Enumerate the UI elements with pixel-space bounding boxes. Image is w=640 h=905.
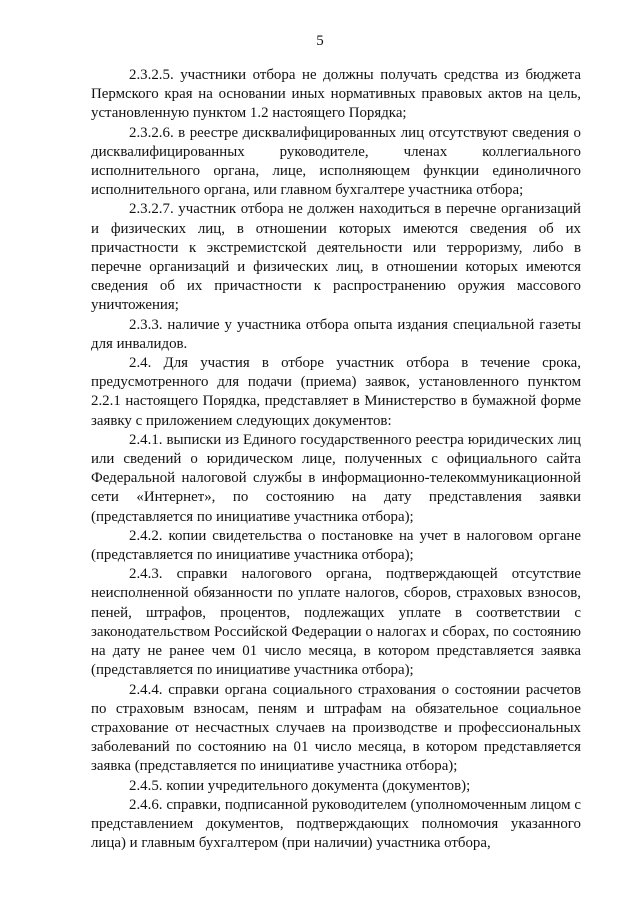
- paragraph-2-3-3: 2.3.3. наличие у участника отбора опыта издания специальной газеты для инвалидов.: [91, 316, 581, 352]
- paragraph-2-4-5: 2.4.5. копии учредительного документа (документов);: [129, 777, 471, 794]
- paragraph-2-3-2-6: 2.3.2.6. в реестре дисквалифицированных лиц отсутствуют сведения о дисквалифицированных руководителе, членах коллегиального исполнительного органа, лице, исполняющем функции единоличного исполнительного органа, или главном бухгалтере участника отбора;: [91, 124, 581, 199]
- paragraph-2-4-6: 2.4.6. справки, подписанной руководителем (уполномоченным лицом с представлением документов, подтверждающих полномочия указанного лица) и главным бухгалтером (при наличии) участника отбора,: [91, 796, 581, 852]
- paragraph-2-4: 2.4. Для участия в отборе участник отбора в течение срока, предусмотренного для подачи (приема) заявок, установленного пунктом 2.2.1 настоящего Порядка, представляет в Министерство в бумажной форме заявку с приложением следующих документов:: [91, 355, 581, 429]
- page-number: 5: [316, 33, 324, 49]
- paragraph-2-4-4: 2.4.4. справки органа социального страхования о состоянии расчетов по страховым взносам, пеням и штрафам на обязательное социальное страхование от несчастных случаев на производстве и профессиональных заболеваний по состоянию на 01 число месяца, в котором представляется заявка (представляется по инициативе участника отбора);: [91, 681, 581, 775]
- document-body: [91, 66, 581, 853]
- paragraph-2-4-2: 2.4.2. копии свидетельства о постановке на учет в налоговом органе (представляется по инициативе участника отбора);: [91, 527, 581, 564]
- paragraph-2-3-2-5: 2.3.2.5. участники отбора не должны получать средства из бюджета Пермского края на основании иных нормативных правовых актов на цель, установленную пунктом 1.2 настоящего Порядка;: [91, 67, 581, 122]
- paragraph-2-4-3: 2.4.3. справки налогового органа, подтверждающей отсутствие неисполненной обязанности по уплате налогов, сборов, страховых взносов, пеней, штрафов, процентов, подлежащих уплате в соответствии с законодательством Российской Федерации о налогах и сборах, по состоянию на дату не ранее чем 01 число месяца, в котором представляется заявка (представляется по инициативе участника отбора);: [91, 566, 581, 679]
- paragraph-2-3-2-7: 2.3.2.7. участник отбора не должен находиться в перечне организаций и физических лиц, в отношении которых имеются сведения об их причастности к экстремистской деятельности или терроризму, либо в перечне организаций и физических лиц, в отношении которых имеются сведения об их причастности к распространению оружия массового уничтожения;: [91, 201, 581, 314]
- paragraph-2-4-1: 2.4.1. выписки из Единого государственного реестра юридических лиц или сведений о юридическом лице, полученных с официального сайта Федеральной налоговой службы в информационно-телекоммуникационной сети «Интернет», по состоянию на дату представления заявки (представляется по инициативе участника отбора);: [91, 431, 581, 525]
